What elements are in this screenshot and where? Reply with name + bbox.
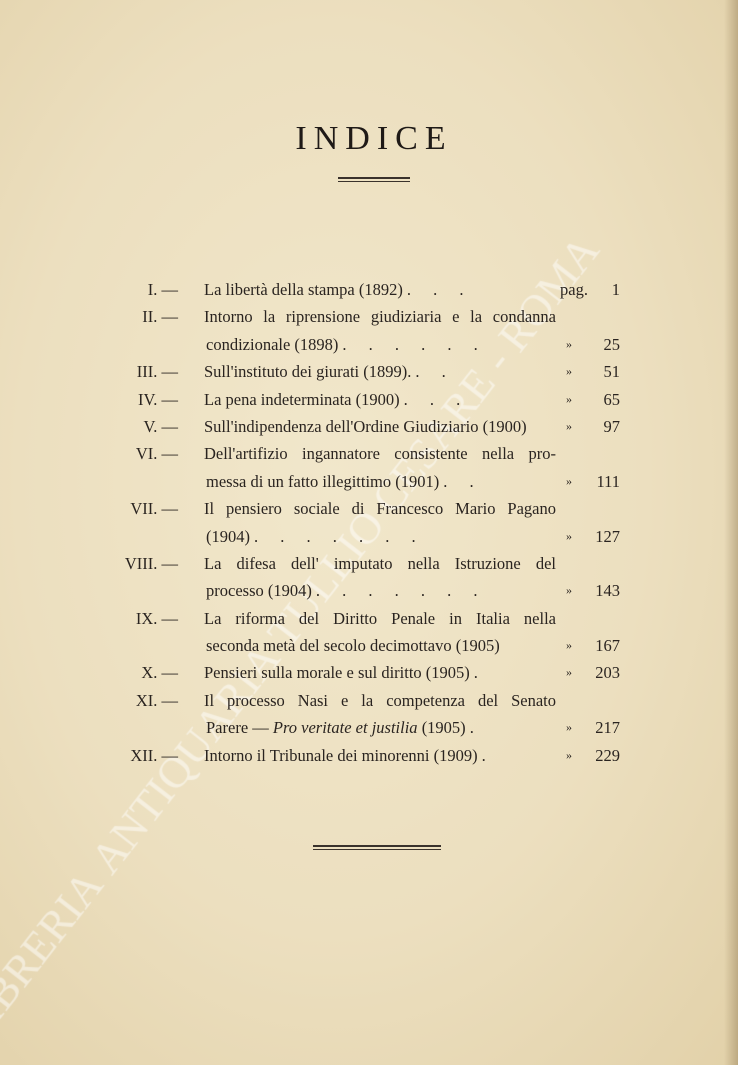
- dot-leader: . . . . . . .: [315, 581, 478, 601]
- page-number: 65: [603, 389, 620, 409]
- page-number: 167: [595, 636, 620, 656]
- chapter-title: [204, 659, 478, 686]
- chapter-title: [204, 742, 486, 769]
- chapter-title: [206, 632, 500, 659]
- chapter-title-text: Intorno la riprensione giudiziaria e la condanna: [204, 307, 556, 327]
- chapter-title: [204, 687, 556, 714]
- toc-entry: [0, 687, 738, 714]
- page-number: 97: [603, 416, 620, 436]
- chapter-title-text: processo (1904): [206, 581, 312, 601]
- chapter-title-text: condizionale (1898): [206, 334, 339, 354]
- chapter-title-text: messa di un fatto illegittimo (1901): [206, 471, 440, 491]
- toc-entry-continuation: [0, 714, 738, 741]
- chapter-numeral: XI. —: [135, 690, 178, 710]
- page-number: 1: [611, 280, 620, 299]
- ditto-mark: »: [566, 665, 572, 680]
- chapter-title-text: La difesa dell' imputato nella Istruzione del: [204, 553, 556, 573]
- page-number: 143: [595, 581, 620, 601]
- ditto-mark: »: [566, 720, 572, 735]
- page-number: 203: [595, 663, 620, 683]
- chapter-numeral: X. —: [141, 663, 178, 683]
- toc-entry: [0, 742, 738, 769]
- ditto-mark: »: [566, 391, 572, 406]
- chapter-title-text: Intorno il Tribunale dei minorenni (1909): [204, 745, 478, 765]
- chapter-title: [206, 577, 477, 604]
- chapter-title-text: seconda metà del secolo decimottavo (1905): [206, 636, 500, 656]
- ditto-mark: »: [566, 583, 572, 598]
- toc-entry: [0, 550, 738, 577]
- chapter-numeral: I. —: [147, 280, 178, 299]
- page-title: INDICE: [295, 120, 453, 157]
- chapter-title-italic: Pro veritate et justilia: [272, 718, 418, 738]
- toc-entry: [0, 276, 738, 303]
- toc-entry-continuation: [0, 331, 738, 358]
- page-number: 229: [595, 745, 620, 765]
- dot-leader: .: [481, 745, 486, 765]
- chapter-title: [204, 495, 556, 522]
- toc-entry-continuation: [0, 632, 738, 659]
- chapter-numeral: IV. —: [137, 389, 178, 409]
- page-number: 217: [595, 718, 620, 738]
- chapter-title-text: La libertà della stampa (1892): [204, 280, 403, 299]
- chapter-title-text: Il pensiero sociale di Francesco Mario Pagano: [204, 499, 556, 519]
- dot-leader: . . .: [403, 389, 461, 409]
- page-number: 127: [595, 526, 620, 546]
- page-number: 111: [596, 471, 620, 491]
- dot-leader: .: [473, 663, 478, 683]
- toc-entry: [0, 358, 738, 385]
- chapter-numeral: VIII. —: [124, 553, 178, 573]
- dot-leader: . . .: [406, 280, 464, 299]
- toc-entry: [0, 495, 738, 522]
- end-rule: [313, 845, 441, 850]
- chapter-title-text: La riforma del Diritto Penale in Italia nella: [204, 608, 556, 628]
- chapter-title: [206, 523, 416, 550]
- dot-leader: . . . . . .: [342, 334, 478, 354]
- chapter-title-text: Il processo Nasi e la competenza del Senato: [204, 690, 556, 710]
- chapter-title: [206, 714, 474, 741]
- toc-entry: [0, 303, 738, 330]
- ditto-mark: »: [566, 418, 572, 433]
- ditto-mark: »: [566, 336, 572, 351]
- toc-entry-continuation: [0, 468, 738, 495]
- dot-leader: . .: [415, 362, 446, 382]
- toc-entry: [0, 386, 738, 413]
- chapter-numeral: IX. —: [135, 608, 178, 628]
- chapter-title: [206, 331, 478, 358]
- toc-entry: [0, 659, 738, 686]
- chapter-title-text: Sull'instituto dei giurati (1899).: [204, 362, 412, 382]
- table-of-contents: [0, 276, 738, 769]
- dot-leader: . .: [443, 471, 474, 491]
- chapter-title: [204, 413, 527, 440]
- chapter-title-text: Dell'artifizio ingannatore consistente nella pro-: [204, 444, 556, 464]
- chapter-title-text: Sull'indipendenza dell'Ordine Giudiziario (1900): [204, 416, 527, 436]
- chapter-title: [206, 468, 474, 495]
- toc-entry: [0, 605, 738, 632]
- chapter-numeral: V. —: [143, 416, 178, 436]
- dot-leader: .: [469, 718, 474, 738]
- toc-entry-continuation: [0, 523, 738, 550]
- chapter-title-text: La pena indeterminata (1900): [204, 389, 400, 409]
- chapter-title-year: (1905): [421, 718, 466, 738]
- chapter-title: [204, 386, 460, 413]
- page-number: 25: [603, 334, 620, 354]
- chapter-title-text: (1904): [206, 526, 250, 546]
- page-number: 51: [603, 362, 620, 382]
- toc-entry: [0, 413, 738, 440]
- dot-leader: . . . . . . .: [254, 526, 416, 546]
- chapter-numeral: III. —: [136, 362, 178, 382]
- ditto-mark: »: [566, 364, 572, 379]
- ditto-mark: »: [566, 638, 572, 653]
- chapter-title-text: Parere —: [206, 718, 269, 738]
- ditto-mark: »: [566, 528, 572, 543]
- chapter-title: [204, 550, 556, 577]
- ditto-mark: »: [566, 473, 572, 488]
- toc-entry: [0, 440, 738, 467]
- ditto-mark: »: [566, 747, 572, 762]
- chapter-numeral: II. —: [142, 307, 178, 327]
- chapter-title-text: Pensieri sulla morale e sul diritto (1905): [204, 663, 470, 683]
- title-rule: [338, 177, 410, 182]
- chapter-numeral: VII. —: [130, 499, 178, 519]
- chapter-numeral: XII. —: [130, 745, 178, 765]
- toc-entry-continuation: [0, 577, 738, 604]
- chapter-title: [204, 605, 556, 632]
- chapter-title: [204, 358, 446, 385]
- chapter-numeral: VI. —: [135, 444, 178, 464]
- page-label: pag.: [560, 280, 588, 299]
- chapter-title: [204, 303, 556, 330]
- chapter-title: [204, 440, 556, 467]
- chapter-title: [204, 276, 463, 303]
